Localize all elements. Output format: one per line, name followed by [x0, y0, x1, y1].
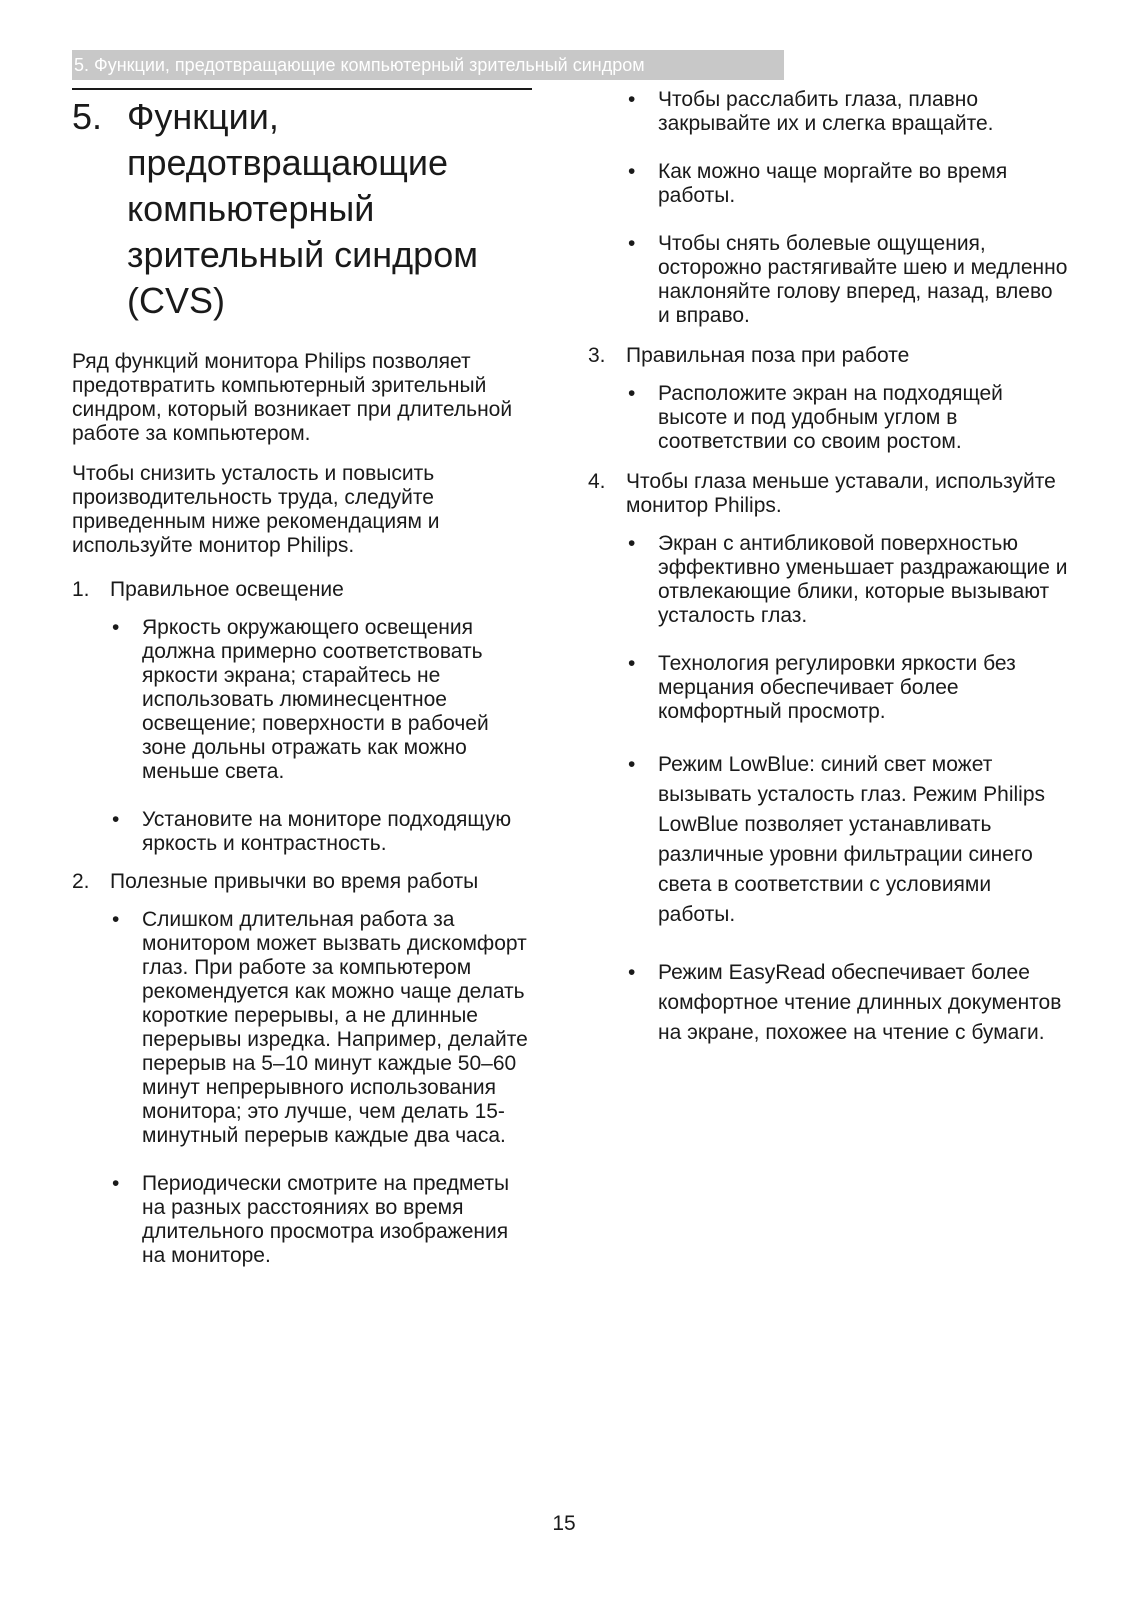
bullet-symbol: • — [628, 532, 636, 555]
bullet-symbol: • — [628, 88, 636, 111]
running-header: 5. Функции, предотвращающие компьютерный зрительный синдром — [72, 50, 784, 80]
bullet-text: Экран с антибликовой поверхностью эффективно уменьшает раздражающие и отвлекающие блики, которые вызывают усталость глаз. — [658, 532, 1068, 627]
bullet-item — [72, 1172, 532, 1268]
left-column — [72, 350, 532, 1292]
bullet-item — [588, 532, 1068, 628]
bullet-item — [72, 616, 532, 784]
bullet-text: Технология регулировки яркости без мерцания обеспечивает более комфортный просмотр. — [658, 652, 1016, 723]
bullet-symbol: • — [112, 1172, 120, 1195]
list-item-philips-monitor — [588, 470, 1068, 518]
bullet-text: Как можно чаще моргайте во время работы. — [658, 160, 1008, 207]
bullet-item — [72, 908, 532, 1148]
bullet-text: Режим LowBlue: синий свет может вызывать усталость глаз. Режим Philips LowBlue позволяет устанавливать различные уровни фильтрации синего света в соответствии с условиями работы. — [658, 753, 1046, 926]
list-item-title: Правильная поза при работе — [626, 344, 910, 367]
bullet-symbol: • — [628, 160, 636, 183]
bullet-symbol: • — [112, 808, 120, 831]
list-item-posture — [588, 344, 1068, 368]
section-title-text: Функции, предотвращающие компьютерный зрительный синдром (CVS) — [127, 96, 478, 321]
list-number: 4. — [588, 470, 606, 493]
bullet-item — [72, 808, 532, 856]
bullet-item — [588, 88, 1068, 136]
bullet-item — [588, 382, 1068, 454]
bullet-item — [588, 232, 1068, 328]
bullet-text: Установите на мониторе подходящую яркость и контрастность. — [142, 808, 512, 855]
section-title-number: 5. — [72, 96, 103, 137]
list-number: 1. — [72, 578, 90, 601]
bullet-item — [588, 652, 1068, 724]
bullet-text: Яркость окружающего освещения должна примерно соответствовать яркости экрана; старайтесь не использовать люминесцентное освещение; поверхности в рабочей зоне дольны отражать как можно меньше света. — [142, 616, 489, 783]
bullet-text: Режим EasyRead обеспечивает более комфортное чтение длинных документов на экране, похожее на чтение с бумаги. — [658, 961, 1062, 1044]
intro-paragraph-2: Чтобы снизить усталость и повысить производительность труда, следуйте приведенным ниже рекомендациям и используйте монитор Philips. — [72, 462, 440, 557]
bullet-text: Чтобы снять болевые ощущения, осторожно растягивайте шею и медленно наклоняйте голову вперед, назад, влево и вправо. — [658, 232, 1068, 327]
bullet-list — [588, 532, 1068, 1048]
bullet-text: Чтобы расслабить глаза, плавно закрывайте их и слегка вращайте. — [658, 88, 994, 135]
bullet-list — [588, 382, 1068, 454]
bullet-list — [72, 616, 532, 856]
page-number: 15 — [552, 1512, 576, 1535]
list-item-title: Чтобы глаза меньше уставали, используйте монитор Philips. — [626, 470, 1056, 517]
bullet-symbol: • — [628, 652, 636, 675]
bullet-list — [72, 908, 532, 1268]
bullet-symbol: • — [112, 616, 120, 639]
section-title — [72, 94, 542, 324]
title-rule — [72, 88, 532, 90]
bullet-item — [588, 160, 1068, 208]
list-item-habits — [72, 870, 532, 894]
bullet-item — [588, 958, 1068, 1048]
intro-paragraph-1: Ряд функций монитора Philips позволяет предотвратить компьютерный зрительный синдром, который возникает при длительной работе за компьютером. — [72, 350, 513, 445]
bullet-symbol: • — [112, 908, 120, 931]
bullet-symbol: • — [628, 232, 636, 255]
bullet-text: Периодически смотрите на предметы на разных расстояниях во время длительного просмотра изображения на мониторе. — [142, 1172, 510, 1267]
list-number: 2. — [72, 870, 90, 893]
bullet-list — [588, 88, 1068, 328]
bullet-symbol: • — [628, 753, 636, 776]
list-number: 3. — [588, 344, 606, 367]
bullet-symbol: • — [628, 382, 636, 405]
list-item-title: Правильное освещение — [110, 578, 344, 601]
list-item-lighting — [72, 578, 532, 602]
bullet-text: Слишком длительная работа за монитором может вызвать дискомфорт глаз. При работе за компьютером рекомендуется как можно чаще делать короткие перерывы, а не длинные перерывы изредка. Например, делайте перерыв на 5–10 минут каждые 50–60 минут непрерывного использования монитора; это лучше, чем делать 15-минутный перерыв каждые два часа. — [142, 908, 528, 1147]
bullet-text: Расположите экран на подходящей высоте и под удобным углом в соответствии со своим ростом. — [658, 382, 1003, 453]
bullet-symbol: • — [628, 961, 636, 984]
list-item-title: Полезные привычки во время работы — [110, 870, 479, 893]
right-column — [588, 88, 1068, 1076]
bullet-item — [588, 750, 1068, 930]
